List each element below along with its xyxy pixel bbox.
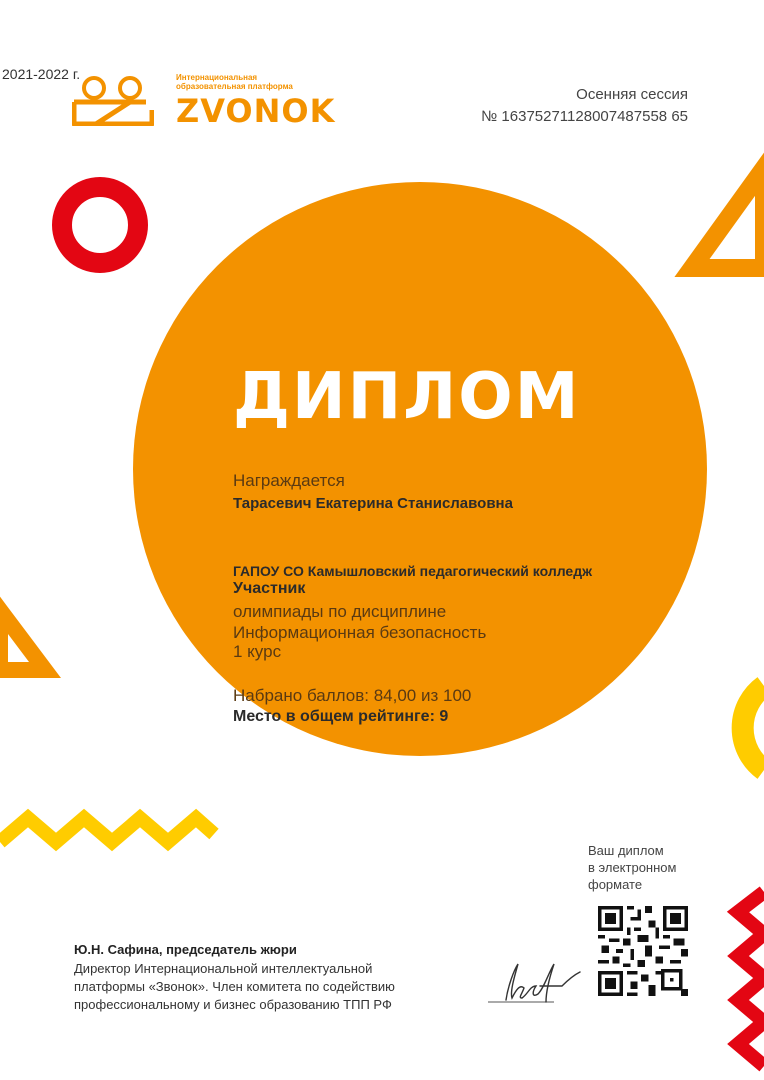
qr-caption-line: формате xyxy=(588,877,643,892)
year-label: 2021-2022 г. xyxy=(2,66,81,82)
signatory-desc-line: профессиональному и бизнес образованию ТПП РФ xyxy=(74,997,392,1012)
orange-triangle-shape xyxy=(692,168,764,268)
organization-name: ГАПОУ СО Камышловский педагогический колледж xyxy=(233,563,593,579)
red-zigzag-shape xyxy=(738,892,764,1066)
yellow-zigzag-shape xyxy=(0,818,214,842)
signatory-desc-line: платформы «Звонок». Член комитета по содействию xyxy=(74,979,395,994)
zvonok-logo-icon xyxy=(72,70,154,126)
signatory-title: Ю.Н. Сафина, председатель жюри xyxy=(74,942,297,957)
session-label: Осенняя сессия xyxy=(576,86,688,103)
red-ring-shape xyxy=(62,187,138,263)
recipient-name: Тарасевич Екатерина Станиславовна xyxy=(233,495,513,512)
orange-circle-background xyxy=(133,182,707,756)
handwritten-signature xyxy=(484,950,584,1010)
logo-tagline: Интернациональная образовательная платформа xyxy=(176,73,293,91)
participant-role: Участник xyxy=(233,580,306,597)
yellow-arc-shape xyxy=(743,686,764,770)
qr-caption-line: Ваш диплом xyxy=(588,843,664,858)
diploma-number: № 16375271128007487558 65 xyxy=(481,108,688,125)
course-label: 1 курс xyxy=(233,642,282,661)
qr-caption-line: в электронном xyxy=(588,860,677,875)
signatory-description xyxy=(74,960,474,1014)
signatory-desc-line: Директор Интернациональной интеллектуальной xyxy=(74,961,373,976)
discipline-name: Информационная безопасность xyxy=(233,623,487,642)
logo-wordmark: ZVONOK xyxy=(176,92,336,130)
rank-label: Место в общем рейтинге: 9 xyxy=(233,708,449,725)
diploma-title: ДИПЛОМ xyxy=(233,360,581,434)
orange-triangle-left-shape xyxy=(0,610,45,670)
awarded-label: Награждается xyxy=(233,471,345,490)
qr-caption xyxy=(588,842,676,893)
olympiad-label: олимпиады по дисциплине xyxy=(233,602,447,621)
qr-code-icon[interactable] xyxy=(598,906,688,996)
score-label: Набрано баллов: 84,00 из 100 xyxy=(233,686,472,705)
